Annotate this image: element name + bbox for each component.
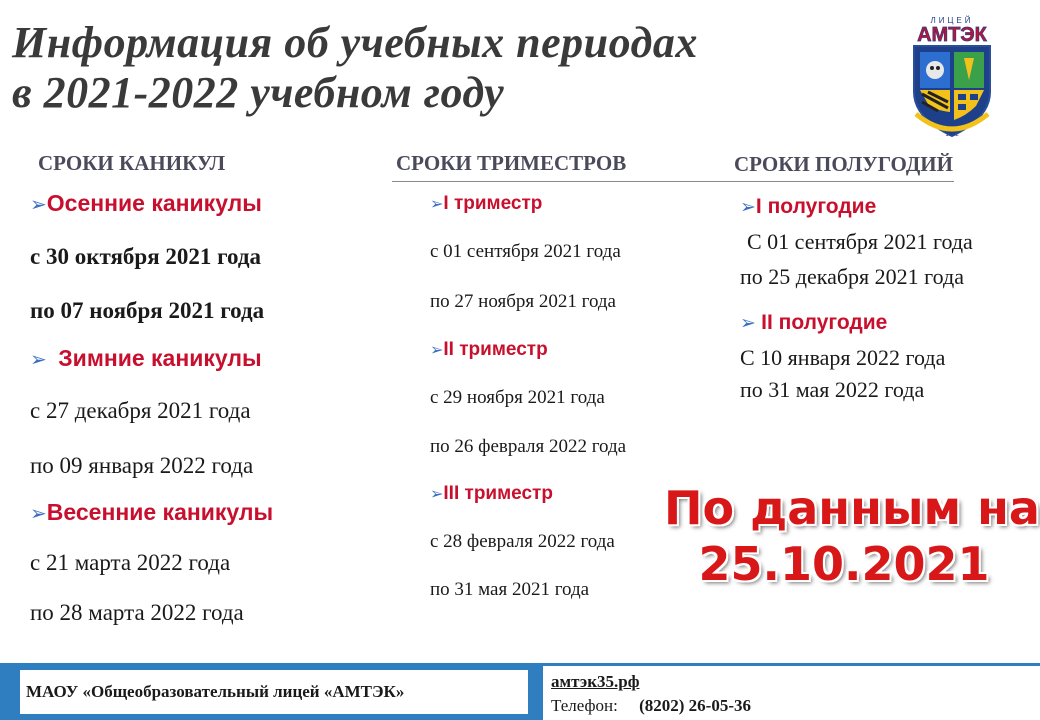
half-1-to: по 25 декабря 2021 года bbox=[740, 264, 964, 289]
half-2-heading bbox=[740, 310, 887, 335]
holidays-header: СРОКИ КАНИКУЛ bbox=[38, 151, 226, 175]
logo-title-text: АМТЭК bbox=[917, 24, 987, 46]
header-divider bbox=[392, 181, 954, 182]
arrow-bullet-icon: ➢ bbox=[30, 192, 47, 216]
footer-org-name: МАОУ «Общеобразовательный лицей «АМТЭК» bbox=[26, 682, 405, 701]
trimester-2-title: II триместр bbox=[443, 339, 548, 360]
half-2-from: С 10 января 2022 года bbox=[740, 345, 946, 370]
halves-header: СРОКИ ПОЛУГОДИЙ bbox=[734, 152, 953, 176]
trimester-1-heading bbox=[430, 193, 542, 215]
autumn-holidays-from: с 30 октября 2021 года bbox=[30, 244, 261, 269]
title-line-1: Информация об учебных периодах bbox=[12, 18, 698, 67]
trimester-3-heading bbox=[430, 483, 553, 505]
arrow-bullet-icon: ➢ bbox=[430, 340, 444, 359]
spring-holidays-title: Весенние каникулы bbox=[46, 499, 274, 525]
winter-holidays-to: по 09 января 2022 года bbox=[30, 453, 254, 478]
trimester-1-from: с 01 сентября 2021 года bbox=[430, 241, 621, 262]
half-2-to: по 31 мая 2022 года bbox=[740, 377, 925, 402]
trimester-1-to: по 27 ноября 2021 года bbox=[430, 291, 616, 312]
trimester-2-heading bbox=[430, 339, 548, 361]
half-1-from: С 01 сентября 2021 года bbox=[747, 229, 973, 254]
arrow-bullet-icon: ➢ bbox=[740, 312, 756, 334]
page-title bbox=[12, 18, 698, 118]
arrow-bullet-icon: ➢ bbox=[430, 484, 444, 503]
autumn-holidays-to: по 07 ноября 2021 года bbox=[30, 298, 265, 323]
arrow-bullet-icon: ➢ bbox=[430, 194, 444, 213]
data-as-of-stamp bbox=[664, 480, 1040, 592]
stamp-line-1: По данным на bbox=[664, 481, 1040, 535]
half-1-heading bbox=[740, 194, 876, 219]
arrow-bullet-icon: ➢ bbox=[740, 196, 756, 218]
trimester-3-to: по 31 мая 2021 года bbox=[430, 579, 590, 600]
trimesters-header: СРОКИ ТРИМЕСТРОВ bbox=[396, 151, 627, 175]
winter-holidays-heading bbox=[30, 345, 262, 372]
trimester-2-from: с 29 ноября 2021 года bbox=[430, 387, 605, 408]
stamp-line-2: 25.10.2021 bbox=[698, 537, 990, 591]
arrow-bullet-icon: ➢ bbox=[30, 347, 47, 371]
trimester-3-title: III триместр bbox=[443, 483, 553, 504]
trimester-3-from: с 28 февраля 2022 года bbox=[430, 531, 615, 552]
footer-phone-line bbox=[551, 696, 751, 716]
autumn-holidays-heading bbox=[30, 190, 262, 217]
title-line-2: в 2021-2022 учебном году bbox=[12, 68, 505, 117]
half-2-title: II полугодие bbox=[761, 311, 888, 334]
winter-holidays-title: Зимние каникулы bbox=[58, 345, 262, 371]
arrow-bullet-icon: ➢ bbox=[30, 501, 47, 525]
school-logo bbox=[904, 14, 1000, 142]
spring-holidays-from: с 21 марта 2022 года bbox=[30, 550, 231, 575]
half-1-title: I полугодие bbox=[755, 195, 877, 218]
winter-holidays-from: с 27 декабря 2021 года bbox=[30, 398, 251, 423]
trimester-1-title: I триместр bbox=[443, 193, 543, 214]
footer-phone-label: Телефон: bbox=[551, 696, 618, 715]
autumn-holidays-title: Осенние каникулы bbox=[46, 190, 262, 216]
spring-holidays-to: по 28 марта 2022 года bbox=[30, 600, 244, 625]
logo-top-text: ЛИЦЕЙ bbox=[930, 16, 974, 25]
spring-holidays-heading bbox=[30, 499, 273, 526]
footer-site-link[interactable]: амтэк35.рф bbox=[551, 672, 640, 691]
logo-year: 1992 bbox=[945, 132, 959, 138]
footer-phone-number: (8202) 26-05-36 bbox=[639, 696, 752, 715]
trimester-2-to: по 26 февраля 2022 года bbox=[430, 436, 627, 457]
